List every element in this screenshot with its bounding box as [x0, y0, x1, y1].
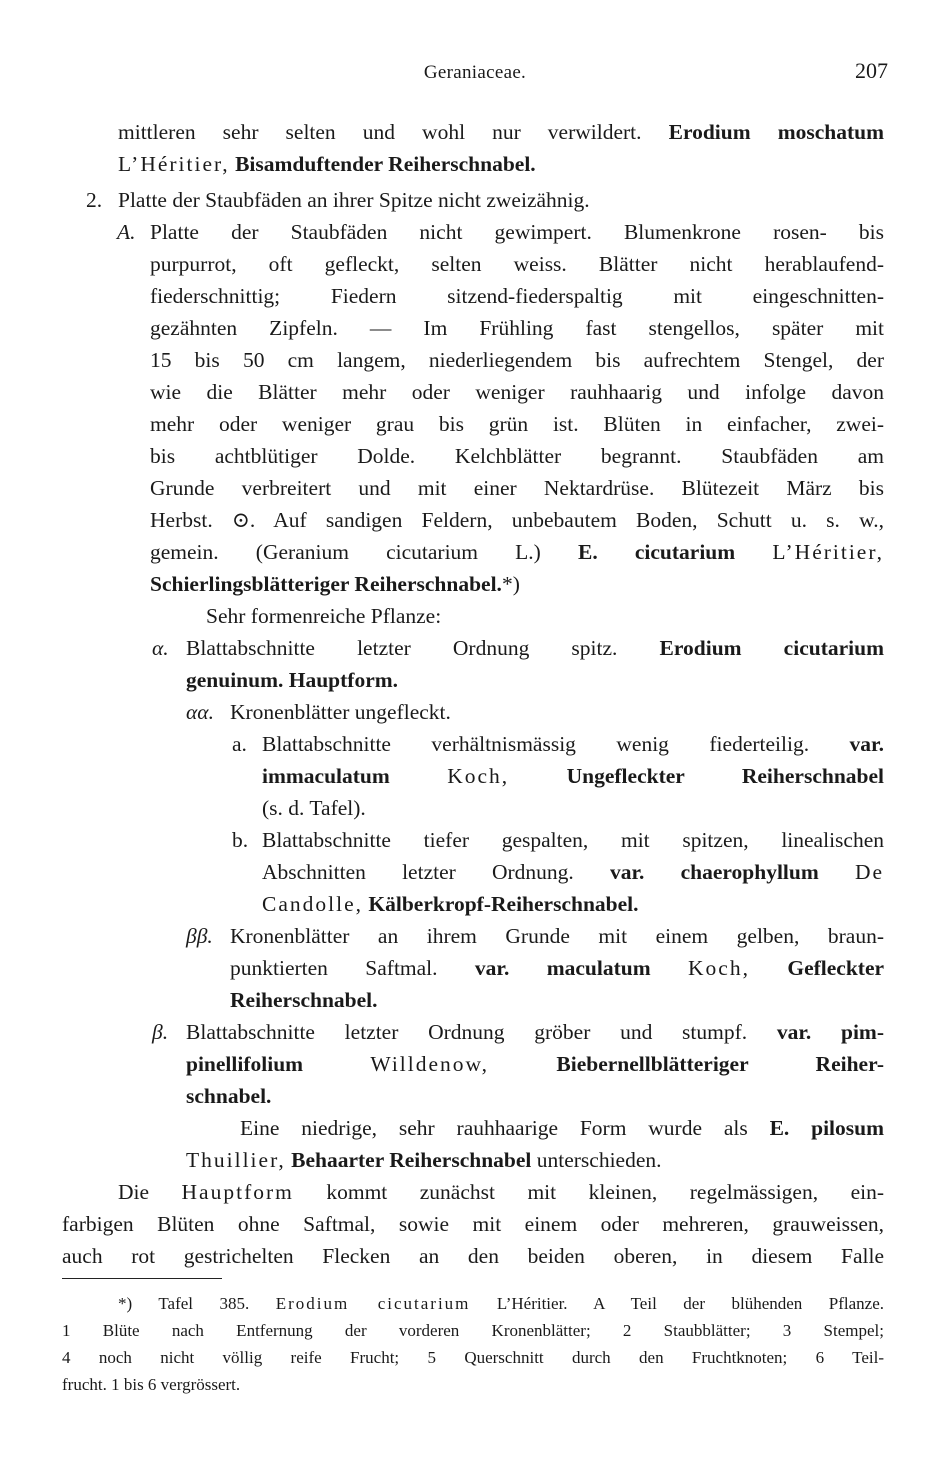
text-line [186, 632, 884, 664]
text-line [150, 344, 884, 376]
text-line [186, 664, 398, 696]
variety-name: var. pim- [776, 1020, 884, 1044]
list-label [152, 1016, 168, 1048]
text-run: frucht. 1 bis 6 vergrössert. [62, 1375, 241, 1394]
text-run: Die [118, 1180, 150, 1204]
text-run: Platte der Staubfäden nicht gewimpert. Blumenkrone rosen- bis [150, 220, 884, 244]
text-run: Herbst. ⊙. Auf sandigen Feldern, unbebautem Boden, Schutt u. s. w., [150, 508, 884, 532]
list-letter: a. [232, 732, 247, 756]
variety-name: var. chaerophyllum [609, 860, 819, 884]
footnote-marker: *) [501, 572, 520, 596]
common-name: Schierlingsblätteriger Reiherschnabel. [150, 572, 502, 596]
common-name: schnabel. [186, 1084, 272, 1108]
text-line [150, 408, 884, 440]
list-label [117, 216, 136, 248]
text-run: Grunde verbreitert und mit einer Nektardrüse. Blütezeit März bis [150, 476, 884, 500]
text-run: Blattabschnitte letzter Ordnung spitz. [186, 636, 618, 660]
text-line [118, 116, 884, 148]
text-run: 4 noch nicht völlig reife Frucht; 5 Querschnitt durch den Fruchtknoten; 6 Teil- [62, 1348, 884, 1367]
common-name: Kälberkropf-Reiherschnabel. [368, 892, 639, 916]
list-letter: b. [232, 828, 249, 852]
author-name: Candolle, [262, 892, 363, 916]
list-label [152, 632, 169, 664]
text-line [262, 824, 884, 856]
common-name: Behaarter Reiherschnabel [291, 1148, 532, 1172]
text-line [150, 376, 884, 408]
text-line [262, 888, 639, 920]
text-run: *) Tafel 385. [118, 1294, 250, 1313]
species-name: Erodium moschatum [668, 120, 885, 144]
text-line [262, 792, 366, 824]
common-name: Biebernellblätteriger Reiher- [556, 1052, 885, 1076]
text-run: 1 Blüte nach Entfernung der vorderen Kronenblätter; 2 Staubblätter; 3 Stempel; [62, 1321, 884, 1340]
text-line [230, 952, 884, 984]
text-line [230, 920, 884, 952]
text-run: unterschieden. [536, 1148, 662, 1172]
text-line [186, 1016, 884, 1048]
text-line [262, 856, 884, 888]
footnote-divider [62, 1278, 222, 1279]
text-run: bis achtblütiger Dolde. Kelchblätter begrannt. Staubfäden am [150, 444, 884, 468]
text-line [150, 280, 884, 312]
common-name: Bisamduftender Reiherschnabel. [235, 152, 536, 176]
species-name: Erodium cicutarium [275, 1294, 471, 1313]
text-line [186, 1048, 884, 1080]
common-name: Reiherschnabel. [230, 988, 378, 1012]
text-run: (s. d. Tafel). [262, 796, 366, 820]
author-name: De [854, 860, 885, 884]
running-header [62, 60, 888, 90]
list-label [232, 824, 248, 856]
species-name: genuinum. Hauptform. [186, 668, 399, 692]
text-run: Abschnitten letzter Ordnung. [262, 860, 574, 884]
footnote-line [62, 1371, 240, 1399]
text-run: Blattabschnitte verhältnismässig wenig fiederteilig. [262, 732, 810, 756]
list-letter: A. [117, 220, 136, 244]
species-name: E. pilosum [769, 1116, 885, 1140]
list-letter: αα. [186, 700, 214, 724]
text-line [118, 1176, 884, 1208]
text-line [150, 504, 884, 536]
text-run: punktierten Saftmal. [230, 956, 438, 980]
text-run: mehr oder weniger grau bis grün ist. Blüten in einfacher, zwei- [150, 412, 884, 436]
text-run: purpurrot, oft gefleckt, selten weiss. Blätter nicht herablaufend- [150, 252, 884, 276]
text-run: Platte der Staubfäden an ihrer Spitze nicht zweizähnig. [118, 188, 590, 212]
text-line [206, 600, 441, 632]
text-line [150, 440, 884, 472]
list-letter: ββ. [186, 924, 213, 948]
text-run: mittleren sehr selten und wohl nur verwildert. [118, 120, 642, 144]
text-line [150, 312, 884, 344]
author-name: L’Héritier, [118, 152, 230, 176]
text-run: wie die Blätter mehr oder weniger rauhhaarig und infolge davon [150, 380, 884, 404]
species-name: Erodium cicutarium [659, 636, 884, 660]
list-letter: α. [152, 636, 169, 660]
variety-name: pinellifolium [186, 1052, 304, 1076]
common-name: Gefleckter [787, 956, 885, 980]
text-line [262, 760, 884, 792]
text-line [150, 216, 884, 248]
text-run: Eine niedrige, sehr rauhhaarige Form wurde als [240, 1116, 748, 1140]
text-line [62, 1240, 884, 1272]
text-run: gemein. (Geranium cicutarium L.) [150, 540, 541, 564]
text-run: Sehr formenreiche Pflanze: [206, 604, 442, 628]
common-name: Ungefleckter Reiherschnabel [566, 764, 884, 788]
footnote-line [62, 1344, 884, 1372]
text-line [150, 248, 884, 280]
author-name: Willdenow, [370, 1052, 490, 1076]
text-line [240, 1112, 884, 1144]
text-run: Blattabschnitte tiefer gespalten, mit spitzen, linealischen [262, 828, 884, 852]
page-number: 207 [855, 58, 888, 83]
text-run: farbigen Blüten ohne Saftmal, sowie mit einem oder mehreren, grauweissen, [62, 1212, 884, 1236]
text-run: L’Héritier. A Teil der blühenden Pflanze. [496, 1294, 884, 1313]
author-name: Thuillier, [186, 1148, 286, 1172]
text-line [150, 536, 884, 568]
text-line [62, 1208, 884, 1240]
author-name: Koch, [447, 764, 510, 788]
text-run: auch rot gestrichelten Flecken an den beiden oberen, in diesem Falle [62, 1244, 884, 1268]
author-name: Koch, [688, 956, 750, 980]
text-line [186, 1080, 271, 1112]
text-run: kommt zunächst mit kleinen, regelmässigen, ein- [326, 1180, 884, 1204]
list-number: 2. [86, 188, 103, 212]
text-line [86, 184, 590, 216]
footnote-line [62, 1317, 884, 1345]
text-line [186, 696, 451, 728]
text-line [186, 1144, 662, 1176]
list-label [232, 728, 247, 760]
emphasis-text: Hauptform [181, 1180, 294, 1204]
text-run: Blattabschnitte letzter Ordnung gröber und stumpf. [186, 1020, 748, 1044]
text-line [262, 728, 884, 760]
text-run: 15 bis 50 cm langem, niederliegendem bis aufrechtem Stengel, der [150, 348, 884, 372]
species-name: E. cicutarium [578, 540, 736, 564]
text-line [230, 984, 378, 1016]
list-label [186, 920, 213, 952]
variety-label: var. [849, 732, 884, 756]
text-line [150, 472, 884, 504]
variety-name: immaculatum [262, 764, 390, 788]
text-run: Kronenblätter ungefleckt. [230, 700, 451, 724]
text-run: Kronenblätter an ihrem Grunde mit einem gelben, braun- [230, 924, 884, 948]
text-run: fiederschnittig; Fiedern sitzend-fiederspaltig mit eingeschnitten- [150, 284, 884, 308]
text-run: gezähnten Zipfeln. — Im Frühling fast stengellos, später mit [150, 316, 884, 340]
footnote-line [118, 1290, 884, 1318]
author-name: L’Héritier, [772, 540, 885, 564]
variety-name: var. maculatum [474, 956, 651, 980]
text-line [150, 568, 520, 600]
running-title: Geraniaceae. [423, 62, 527, 83]
list-letter: β. [152, 1020, 169, 1044]
text-line [118, 148, 536, 180]
